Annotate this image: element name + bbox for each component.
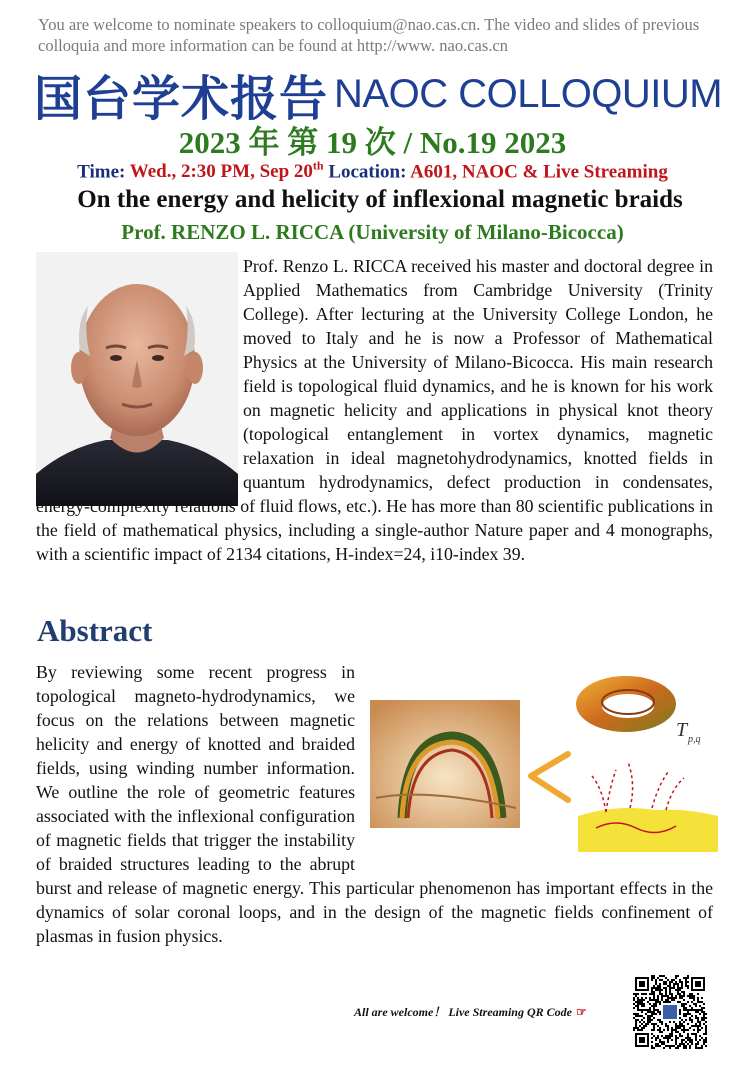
live-streaming-qr-code[interactable] <box>633 975 707 1049</box>
talk-title: On the energy and helicity of inflexional magnetic braids <box>77 186 683 213</box>
abstract-heading: Abstract <box>37 613 153 648</box>
pointing-hand-icon: ☞ <box>575 1005 587 1019</box>
issue-number: 2023 年 第 19 次 / No.19 2023 <box>178 125 567 160</box>
intro-text: You are welcome to nominate speakers to colloquium@nao.cas.cn. The video and slides of previous colloquia and more information can be found at http://www. nao.cas.cn <box>38 15 700 55</box>
time-location-line <box>0 159 745 183</box>
time-ordinal: th <box>312 159 324 173</box>
bio-photo-spacer <box>36 254 243 494</box>
footer-note <box>354 1003 587 1020</box>
abstract-figure <box>366 658 726 858</box>
banner-chinese-title: 国台学术报告 <box>34 73 329 126</box>
time-value <box>130 161 324 182</box>
solar-surface-sketch <box>578 808 718 852</box>
colloquium-banner <box>34 60 723 126</box>
abstract-text: By reviewing some recent progress in topological magneto-hydrodynamics, we focus on the relations between magnetic helicity and energy of knotted and braided fields, using winding number information. We outline the role of geometric features associated with the inflexional configuration of magnetic fields that trigger the instability of braided structures leading to the abrupt burst and release of magnetic energy. This particular phenomenon has important effects in the dynamics of solar coronal loops, and in the design of the magnetic fields confinement of plasmas in fusion physics. <box>36 662 713 946</box>
torus-knot-label: T <box>676 719 688 741</box>
time-label: Time: <box>77 161 126 183</box>
banner-english-title: NAOC COLLOQUIUM <box>334 72 723 116</box>
qr-code-icon <box>633 975 707 1049</box>
torus-knot-subscript: p,q <box>688 734 701 745</box>
time-value-text: Wed., 2:30 PM, Sep 20 <box>129 161 313 183</box>
magnetic-braid-illustration <box>366 658 726 858</box>
location-value: A601, NAOC & Live Streaming <box>410 161 668 183</box>
bio-text: Prof. Renzo L. RICCA received his master and doctoral degree in Applied Mathematics from Cambridge University (Trinity College). After lecturing at the University College London, he moved to Italy and he is now a Professor of Mathematical Physics at the University of Milano-Bicocca. His main research field is topological fluid dynamics, and he is known for his work on magnetic helicity and applications in physical knot theory (topological entanglement in vortex dynamics, magnetic relaxation in ideal magnetohydrodynamics, knotted fields in quantum hydrodynamics, defect production in condensates, energy-complexity relations of fluid flows, etc.). He has more than 80 scientific publications in the field of mathematical physics, including a single-author Nature paper and 4 monographs, with a scientific impact of 2134 citations, H-index=24, i10-index 39. <box>36 256 713 564</box>
speaker-bio <box>36 254 713 566</box>
location-label: Location: <box>328 161 407 183</box>
footer-note-text: All are welcome！ Live Streaming QR Code <box>354 1005 572 1019</box>
speaker-name: Prof. RENZO L. RICCA (University of Milano-Bicocca) <box>121 220 624 244</box>
